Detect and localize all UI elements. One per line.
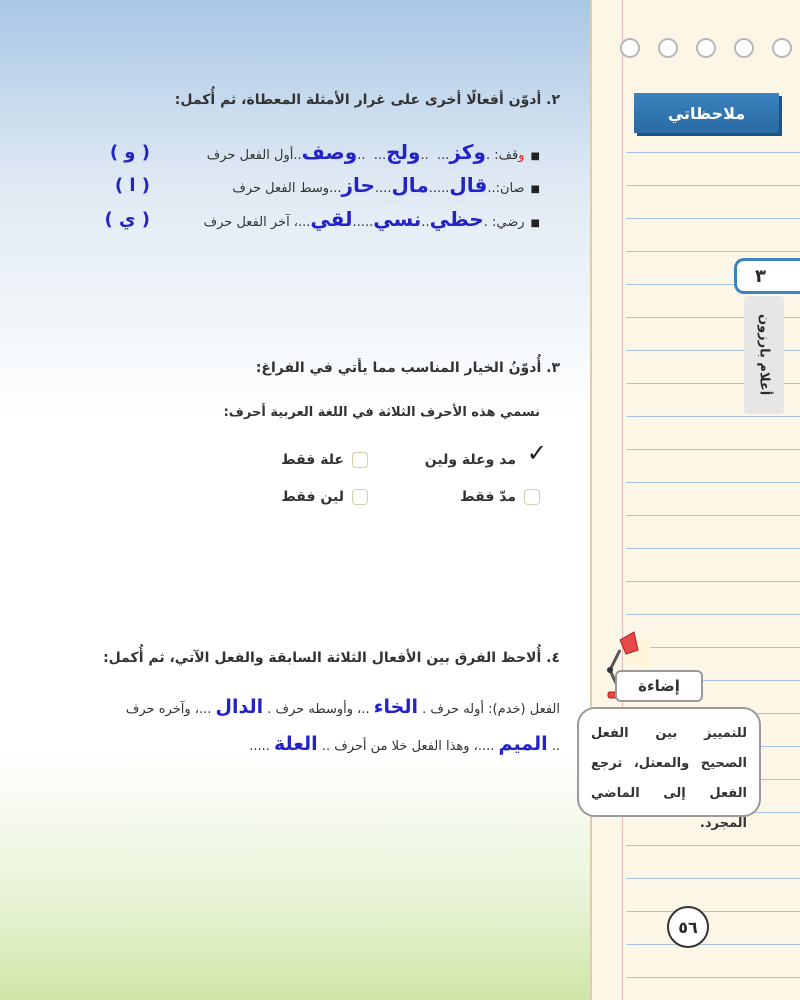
q2-row-1-word-1: وكز [449, 140, 486, 164]
ruled-line [626, 152, 800, 153]
ruled-line [626, 614, 800, 615]
option-illa-only[interactable] [281, 452, 368, 468]
q4-text: .. [551, 739, 560, 754]
ruled-line [626, 251, 800, 252]
q2-row-3-word-2: نسي [373, 207, 422, 231]
bullet-icon: ■ [530, 218, 540, 229]
q2-row-3: ■ رضي: . حظي .. نسي ..... لقي ...، آخر الفعل حرف [203, 207, 540, 231]
q4-answer-illa: العلة [274, 733, 318, 755]
q4-answer-middle: الدال [215, 696, 264, 718]
ruled-line [626, 581, 800, 582]
q2-row-3-word-1: حظي [429, 207, 484, 231]
checkbox-checked[interactable] [524, 439, 547, 468]
unit-name-strip [744, 296, 784, 414]
q2-row-2-word-2: مال [391, 173, 429, 197]
question-3-heading: ٣. أُدوّنُ الخيار المناسب مما يأتي في الفراغ: [255, 360, 560, 376]
ruled-line [626, 449, 800, 450]
q2-row-2: ■ صان: .. قال ..... مال .... حاز ...وسط الفعل حرف [232, 173, 540, 197]
q2-row-2-word-3: حاز [341, 173, 375, 197]
question-2-heading: ٢. أدوّن أفعالًا أخرى على غرار الأمثلة المعطاة، ثم أُكمل: [174, 92, 560, 108]
checkmark-icon: ✓ [526, 439, 547, 467]
q4-answer-first: الخاء [373, 696, 418, 718]
bullet-icon: ■ [530, 151, 540, 162]
ruled-line [626, 878, 800, 879]
q2-row-1-answer: ( و ) [109, 142, 150, 163]
ruled-line [626, 218, 800, 219]
q2-row-2-answer: ( ا ) [114, 175, 150, 196]
question-4-answer [40, 690, 560, 764]
question-4-heading: ٤. أُلاحظ الفرق بين الأفعال الثلاثة السابقة والفعل الآتي، ثم أُكمل: [103, 650, 560, 666]
tip-title: إضاءة [615, 670, 703, 702]
q2-row-3-base: رضي: [492, 215, 525, 230]
margin-line [622, 0, 623, 1000]
binder-hole-icon [696, 38, 716, 58]
ruled-line [626, 482, 800, 483]
option-label: لين فقط [281, 489, 344, 505]
q4-answer-last: الميم [498, 733, 548, 755]
tip-box: للتمييز بين الفعل الصحيح والمعتل، ترجع الفعل إلى الماضي المجرد. [577, 707, 761, 817]
q2-row-3-answer: ( ي ) [104, 209, 150, 230]
question-3-prompt: نسمي هذه الأحرف الثلاثة في اللغة العربية أحرف: [223, 405, 540, 420]
page-number: ٥٦ [667, 906, 709, 948]
ruled-line [626, 845, 800, 846]
q2-row-1-base: قف: [494, 148, 519, 163]
q4-text: ...، وآخره حرف [125, 702, 212, 717]
ruled-line [626, 416, 800, 417]
option-label: مدّ فقط [460, 489, 516, 505]
q2-row-1-word-2: ولج [386, 140, 421, 164]
binder-hole-icon [772, 38, 792, 58]
ruled-line [626, 977, 800, 978]
unit-name: أعلام بارزون [756, 314, 772, 396]
q2-row-1-tail: ..أول الفعل حرف [206, 148, 302, 163]
binder-hole-icon [658, 38, 678, 58]
notes-panel [590, 0, 800, 1000]
q2-row-3-tail: ...، آخر الفعل حرف [203, 215, 311, 230]
binder-hole-icon [620, 38, 640, 58]
ruled-line [626, 944, 800, 945]
option-leen-only[interactable] [281, 489, 368, 505]
binder-hole-icon [734, 38, 754, 58]
option-label: علة فقط [281, 452, 344, 468]
q4-text: ..... [249, 739, 270, 754]
checkbox[interactable] [352, 489, 368, 505]
q2-row-2-base: صان: [495, 181, 525, 196]
ruled-line [626, 185, 800, 186]
q2-row-1-base-letter: و [518, 148, 525, 163]
q4-text: الفعل (خدم): أوله حرف . [422, 702, 560, 717]
checkbox[interactable] [352, 452, 368, 468]
ruled-line [626, 548, 800, 549]
q2-row-2-word-1: قال [449, 173, 488, 197]
option-madd-illa-leen[interactable] [424, 439, 547, 468]
ruled-line [626, 911, 800, 912]
bullet-icon: ■ [530, 184, 540, 195]
q2-row-2-tail: ...وسط الفعل حرف [232, 181, 342, 196]
my-notes-header: ملاحظاتي [634, 93, 779, 133]
q4-text: ..، وأوسطه حرف . [267, 702, 370, 717]
checkbox[interactable] [524, 489, 540, 505]
q2-row-3-word-3: لقي [310, 207, 353, 231]
q2-row-1: ■ و قف: . وكز ... .. ولج ... .. وصف ..أول الفعل حرف [206, 140, 540, 164]
option-label: مد وعلة ولين [424, 452, 516, 468]
ruled-line [626, 515, 800, 516]
q4-text: ....، وهذا الفعل خلا من أحرف .. [321, 739, 495, 754]
option-madd-only[interactable] [460, 489, 540, 505]
unit-number-tab: ٣ [734, 258, 800, 294]
q2-row-1-word-3: وصف [301, 140, 358, 164]
